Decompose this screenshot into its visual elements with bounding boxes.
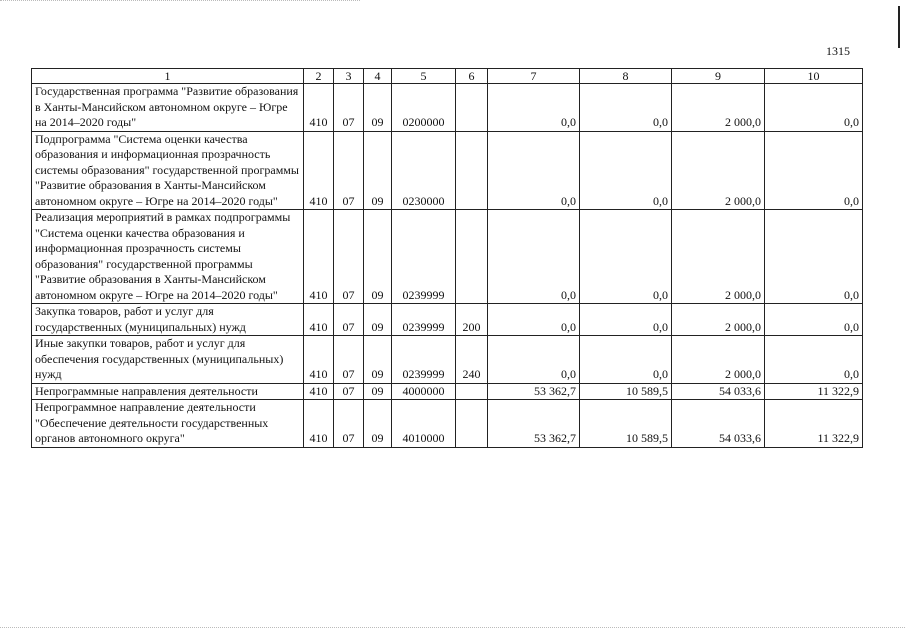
cell-subsection: 09 [364, 336, 392, 384]
table-row [32, 131, 863, 210]
cell-section: 07 [334, 336, 364, 384]
cell-admin-code: 410 [304, 304, 334, 336]
cell-amount-9: 2 000,0 [672, 210, 765, 304]
cell-expense-type: 240 [456, 336, 488, 384]
cell-amount-9: 2 000,0 [672, 304, 765, 336]
table-row [32, 383, 863, 400]
row-name: Непрограммные направления деятельности [32, 383, 304, 400]
cell-amount-8: 0,0 [580, 131, 672, 210]
cell-expense-type [456, 84, 488, 132]
cell-admin-code: 410 [304, 383, 334, 400]
cell-admin-code: 410 [304, 336, 334, 384]
cell-amount-8: 0,0 [580, 336, 672, 384]
cell-subsection: 09 [364, 304, 392, 336]
cell-section: 07 [334, 304, 364, 336]
cell-amount-7: 0,0 [488, 336, 580, 384]
header-row [32, 69, 863, 84]
cell-amount-10: 11 322,9 [765, 400, 863, 448]
cell-subsection: 09 [364, 84, 392, 132]
cell-target-code: 4010000 [392, 400, 456, 448]
cell-amount-7: 0,0 [488, 304, 580, 336]
cell-amount-8: 0,0 [580, 304, 672, 336]
cell-expense-type [456, 131, 488, 210]
col-header-6: 6 [456, 69, 488, 84]
cell-subsection: 09 [364, 131, 392, 210]
col-header-10: 10 [765, 69, 863, 84]
cell-expense-type [456, 210, 488, 304]
row-name: Непрограммное направление деятельности "Обеспечение деятельности государственных органов автономного округа" [32, 400, 304, 448]
cell-amount-10: 0,0 [765, 210, 863, 304]
cell-amount-9: 54 033,6 [672, 383, 765, 400]
col-header-3: 3 [334, 69, 364, 84]
budget-table [31, 68, 863, 448]
cell-expense-type [456, 383, 488, 400]
margin-rule [898, 6, 900, 48]
cell-subsection: 09 [364, 383, 392, 400]
scan-artifact-bottom [0, 627, 905, 631]
cell-admin-code: 410 [304, 84, 334, 132]
cell-target-code: 0239999 [392, 210, 456, 304]
col-header-8: 8 [580, 69, 672, 84]
page-number: 1315 [826, 44, 850, 58]
cell-amount-8: 10 589,5 [580, 383, 672, 400]
cell-amount-10: 0,0 [765, 131, 863, 210]
cell-amount-9: 54 033,6 [672, 400, 765, 448]
scan-artifact-top [0, 0, 360, 4]
cell-amount-8: 0,0 [580, 84, 672, 132]
cell-section: 07 [334, 131, 364, 210]
table-row [32, 304, 863, 336]
cell-amount-8: 10 589,5 [580, 400, 672, 448]
cell-admin-code: 410 [304, 400, 334, 448]
cell-amount-9: 2 000,0 [672, 131, 765, 210]
cell-section: 07 [334, 400, 364, 448]
cell-amount-7: 53 362,7 [488, 383, 580, 400]
col-header-4: 4 [364, 69, 392, 84]
cell-subsection: 09 [364, 400, 392, 448]
cell-amount-7: 0,0 [488, 210, 580, 304]
cell-section: 07 [334, 210, 364, 304]
col-header-1: 1 [32, 69, 304, 84]
cell-expense-type [456, 400, 488, 448]
cell-admin-code: 410 [304, 131, 334, 210]
cell-admin-code: 410 [304, 210, 334, 304]
cell-target-code: 0239999 [392, 304, 456, 336]
col-header-5: 5 [392, 69, 456, 84]
cell-subsection: 09 [364, 210, 392, 304]
cell-amount-8: 0,0 [580, 210, 672, 304]
cell-amount-7: 0,0 [488, 131, 580, 210]
cell-target-code: 0200000 [392, 84, 456, 132]
cell-amount-9: 2 000,0 [672, 84, 765, 132]
table-row [32, 84, 863, 132]
row-name: Закупка товаров, работ и услуг для государственных (муниципальных) нужд [32, 304, 304, 336]
col-header-7: 7 [488, 69, 580, 84]
cell-target-code: 0230000 [392, 131, 456, 210]
cell-amount-7: 0,0 [488, 84, 580, 132]
cell-section: 07 [334, 383, 364, 400]
row-name: Подпрограмма "Система оценки качества образования и информационная прозрачность системы образования" государственной программы "Развитие образования в Ханты-Мансийском автономном округе – Югре на 2014–2020 годы" [32, 131, 304, 210]
cell-amount-10: 0,0 [765, 84, 863, 132]
cell-target-code: 4000000 [392, 383, 456, 400]
cell-amount-10: 0,0 [765, 336, 863, 384]
cell-amount-9: 2 000,0 [672, 336, 765, 384]
col-header-9: 9 [672, 69, 765, 84]
table-row [32, 336, 863, 384]
row-name: Реализация мероприятий в рамках подпрограммы "Система оценки качества образования и информационная прозрачность системы образования" государственной программы "Развитие образования в Ханты-Мансийском автономном округе – Югре на 2014–2020 годы" [32, 210, 304, 304]
cell-amount-10: 0,0 [765, 304, 863, 336]
cell-expense-type: 200 [456, 304, 488, 336]
cell-amount-10: 11 322,9 [765, 383, 863, 400]
table-row [32, 400, 863, 448]
cell-target-code: 0239999 [392, 336, 456, 384]
cell-section: 07 [334, 84, 364, 132]
table-row [32, 210, 863, 304]
row-name: Государственная программа "Развитие образования в Ханты-Мансийском автономном округе – Югре на 2014–2020 годы" [32, 84, 304, 132]
col-header-2: 2 [304, 69, 334, 84]
cell-amount-7: 53 362,7 [488, 400, 580, 448]
row-name: Иные закупки товаров, работ и услуг для обеспечения государственных (муниципальных) нужд [32, 336, 304, 384]
